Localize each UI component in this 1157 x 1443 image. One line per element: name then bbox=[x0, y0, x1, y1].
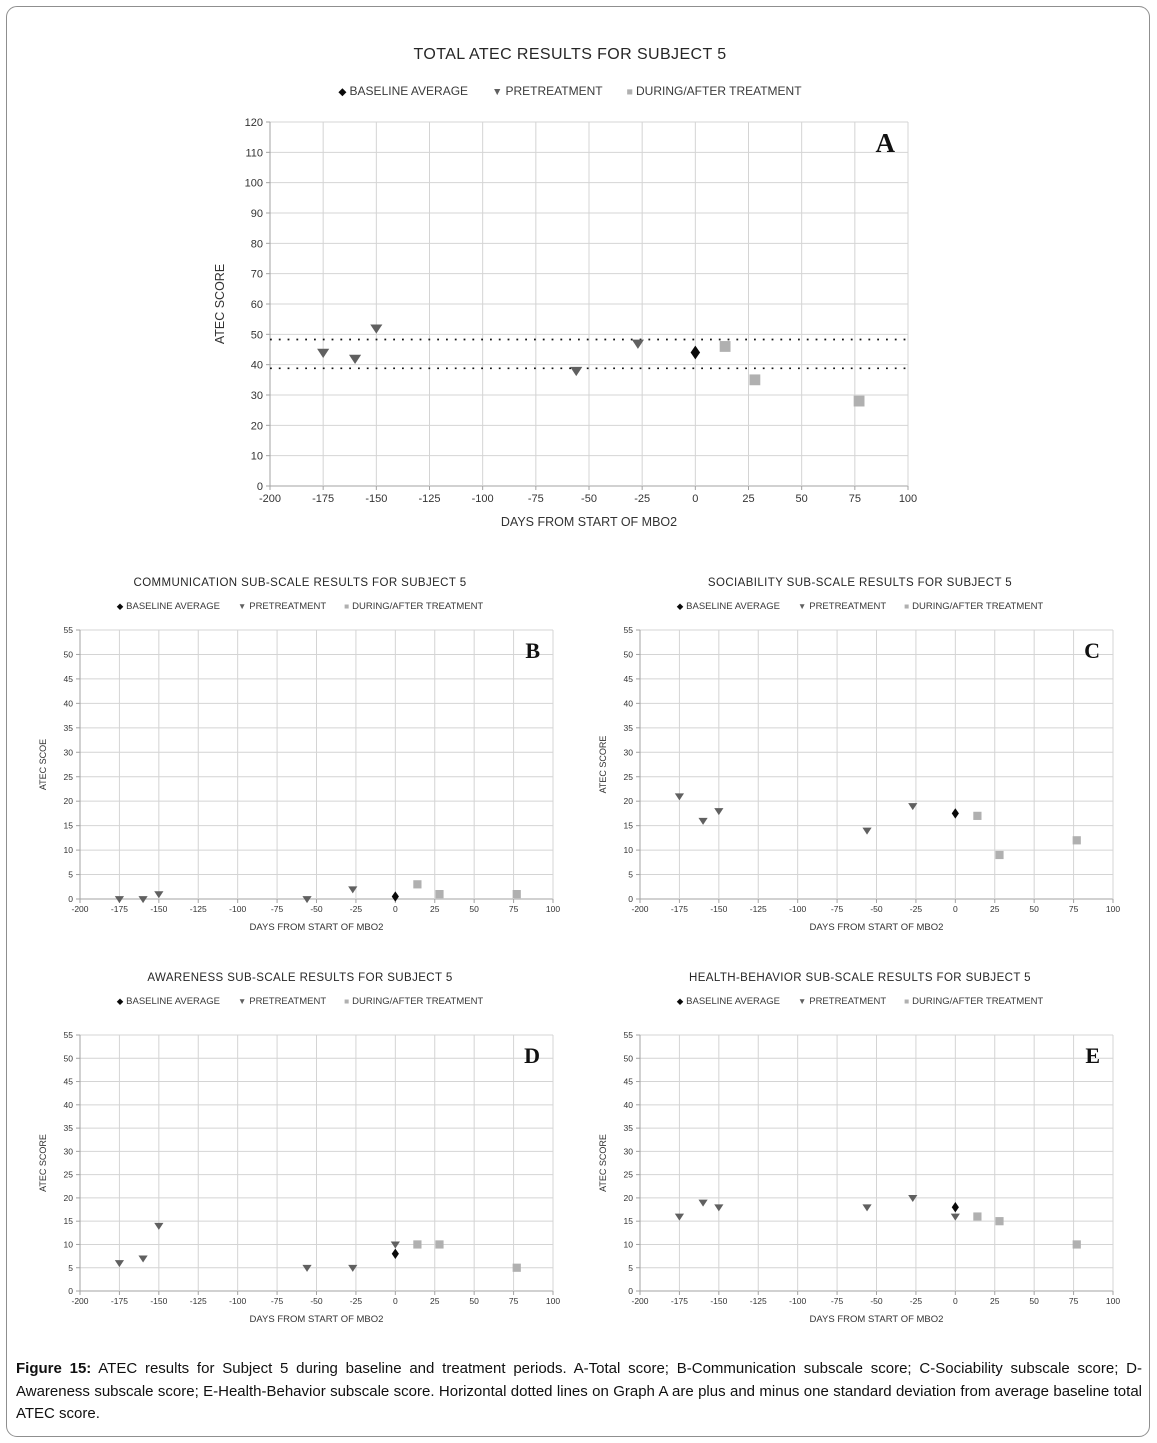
svg-text:ATEC SCORE: ATEC SCORE bbox=[213, 263, 227, 345]
svg-text:5: 5 bbox=[628, 1262, 633, 1273]
chart-d-legend bbox=[20, 996, 580, 1007]
during-marker-icon: ■ bbox=[344, 996, 350, 1006]
svg-text:40: 40 bbox=[63, 1099, 73, 1110]
pretreatment-marker-icon: ▼ bbox=[797, 996, 807, 1006]
svg-text:5: 5 bbox=[628, 869, 633, 880]
svg-text:-125: -125 bbox=[189, 904, 207, 914]
svg-text:DAYS FROM START OF MBO2: DAYS FROM START OF MBO2 bbox=[249, 1314, 384, 1325]
svg-text:0: 0 bbox=[392, 904, 398, 914]
svg-text:20: 20 bbox=[250, 420, 263, 433]
chart-c-plot bbox=[578, 620, 1143, 950]
svg-text:30: 30 bbox=[63, 1146, 73, 1157]
svg-text:-175: -175 bbox=[312, 493, 335, 505]
svg-text:25: 25 bbox=[430, 1296, 440, 1306]
svg-text:45: 45 bbox=[63, 673, 73, 684]
svg-text:C: C bbox=[1084, 638, 1100, 663]
chart-d-title: AWARENESS SUB-SCALE RESULTS FOR SUBJECT 5 bbox=[147, 972, 453, 984]
svg-text:-200: -200 bbox=[71, 904, 89, 914]
svg-text:45: 45 bbox=[623, 673, 633, 684]
figure-caption bbox=[16, 1358, 1142, 1426]
legend-label-during: DURING/AFTER TREATMENT bbox=[352, 996, 484, 1007]
svg-text:100: 100 bbox=[545, 904, 561, 914]
pretreatment-marker-icon: ▼ bbox=[492, 86, 503, 98]
svg-text:-75: -75 bbox=[270, 904, 284, 914]
chart-d-plot bbox=[18, 1025, 583, 1350]
svg-text:-75: -75 bbox=[830, 1296, 844, 1306]
svg-text:100: 100 bbox=[1105, 1296, 1121, 1306]
svg-text:-100: -100 bbox=[789, 904, 807, 914]
svg-text:45: 45 bbox=[623, 1076, 633, 1087]
svg-text:0: 0 bbox=[68, 1286, 73, 1297]
svg-text:-25: -25 bbox=[634, 493, 651, 505]
svg-text:0: 0 bbox=[392, 1296, 398, 1306]
legend-label-pretreatment: PRETREATMENT bbox=[249, 601, 327, 612]
svg-text:50: 50 bbox=[63, 649, 73, 660]
svg-text:ATEC SCORE: ATEC SCORE bbox=[598, 1134, 608, 1192]
svg-text:55: 55 bbox=[63, 625, 73, 636]
svg-text:60: 60 bbox=[250, 298, 263, 311]
svg-text:25: 25 bbox=[63, 771, 73, 782]
baseline-marker-icon: ◆ bbox=[676, 996, 684, 1006]
svg-text:10: 10 bbox=[250, 450, 263, 463]
svg-text:35: 35 bbox=[623, 722, 633, 733]
svg-text:40: 40 bbox=[63, 698, 73, 709]
svg-text:30: 30 bbox=[623, 747, 633, 758]
svg-text:B: B bbox=[525, 638, 540, 663]
baseline-marker-icon: ◆ bbox=[338, 86, 347, 98]
baseline-marker-icon: ◆ bbox=[116, 996, 124, 1006]
svg-text:10: 10 bbox=[623, 1239, 633, 1250]
chart-b-plot bbox=[18, 620, 583, 950]
svg-text:DAYS FROM START OF MBO2: DAYS FROM START OF MBO2 bbox=[809, 922, 944, 933]
chart-e-plot bbox=[578, 1025, 1143, 1350]
legend-item-during bbox=[344, 996, 483, 1007]
svg-text:-25: -25 bbox=[349, 1296, 363, 1306]
legend-item-pretreatment bbox=[798, 996, 886, 1007]
svg-text:15: 15 bbox=[63, 820, 73, 831]
svg-text:30: 30 bbox=[250, 389, 263, 402]
svg-text:0: 0 bbox=[628, 894, 633, 905]
svg-text:75: 75 bbox=[848, 493, 861, 505]
during-marker-icon: ■ bbox=[904, 996, 910, 1006]
svg-text:75: 75 bbox=[508, 1296, 519, 1306]
pretreatment-marker-icon: ▼ bbox=[237, 996, 247, 1006]
svg-text:DAYS FROM START OF MBO2: DAYS FROM START OF MBO2 bbox=[500, 515, 678, 529]
svg-text:50: 50 bbox=[63, 1053, 73, 1064]
svg-text:25: 25 bbox=[990, 1296, 1000, 1306]
svg-text:-200: -200 bbox=[71, 1296, 89, 1306]
svg-text:-25: -25 bbox=[349, 904, 363, 914]
svg-text:25: 25 bbox=[623, 1169, 633, 1180]
svg-text:25: 25 bbox=[430, 904, 440, 914]
svg-text:-200: -200 bbox=[631, 1296, 649, 1306]
svg-text:100: 100 bbox=[244, 177, 263, 190]
svg-text:50: 50 bbox=[1029, 904, 1039, 914]
legend-label-baseline: BASELINE AVERAGE bbox=[686, 601, 780, 612]
svg-text:-150: -150 bbox=[710, 1296, 728, 1306]
pretreatment-marker-icon: ▼ bbox=[797, 601, 807, 611]
during-marker-icon: ■ bbox=[904, 601, 910, 611]
svg-text:-125: -125 bbox=[418, 493, 441, 505]
legend-label-during: DURING/AFTER TREATMENT bbox=[352, 601, 484, 612]
svg-text:25: 25 bbox=[63, 1169, 73, 1180]
svg-text:-100: -100 bbox=[471, 493, 494, 505]
svg-text:45: 45 bbox=[63, 1076, 73, 1087]
legend-item-baseline bbox=[677, 601, 780, 612]
chart-e-title: HEALTH-BEHAVIOR SUB-SCALE RESULTS FOR SUBJECT 5 bbox=[689, 972, 1031, 984]
svg-text:25: 25 bbox=[990, 904, 1000, 914]
legend-label-baseline: BASELINE AVERAGE bbox=[686, 996, 780, 1007]
svg-text:-175: -175 bbox=[110, 1296, 128, 1306]
svg-text:75: 75 bbox=[1068, 904, 1079, 914]
svg-text:-50: -50 bbox=[581, 493, 597, 505]
svg-text:-200: -200 bbox=[258, 493, 282, 505]
legend-label-baseline: BASELINE AVERAGE bbox=[126, 996, 220, 1007]
legend-item-baseline bbox=[117, 996, 220, 1007]
svg-text:DAYS FROM START OF MBO2: DAYS FROM START OF MBO2 bbox=[809, 1314, 944, 1325]
chart-c-legend bbox=[580, 601, 1140, 612]
legend-label-during: DURING/AFTER TREATMENT bbox=[912, 601, 1044, 612]
legend-item-baseline bbox=[117, 601, 220, 612]
baseline-marker-icon: ◆ bbox=[676, 601, 684, 611]
chart-a-plot bbox=[180, 108, 960, 555]
svg-text:50: 50 bbox=[623, 1053, 633, 1064]
svg-text:-50: -50 bbox=[310, 904, 323, 914]
svg-text:DAYS FROM START OF MBO2: DAYS FROM START OF MBO2 bbox=[249, 922, 384, 933]
legend-label-baseline: BASELINE AVERAGE bbox=[126, 601, 220, 612]
legend-label-pretreatment: PRETREATMENT bbox=[809, 601, 887, 612]
svg-text:-50: -50 bbox=[870, 1296, 883, 1306]
svg-text:30: 30 bbox=[63, 747, 73, 758]
during-marker-icon: ■ bbox=[344, 601, 350, 611]
legend-item-pretreatment bbox=[798, 601, 886, 612]
svg-text:15: 15 bbox=[623, 820, 633, 831]
caption-label: Figure 15: bbox=[16, 1360, 92, 1377]
svg-text:100: 100 bbox=[1105, 904, 1121, 914]
svg-text:120: 120 bbox=[244, 116, 263, 129]
legend-item-baseline bbox=[677, 996, 780, 1007]
chart-b-legend bbox=[20, 601, 580, 612]
legend-label-pretreatment: PRETREATMENT bbox=[249, 996, 327, 1007]
svg-text:-50: -50 bbox=[870, 904, 883, 914]
svg-text:ATEC SCORE: ATEC SCORE bbox=[38, 1134, 48, 1192]
legend-label-pretreatment: PRETREATMENT bbox=[505, 84, 603, 98]
svg-text:55: 55 bbox=[63, 1030, 73, 1041]
svg-text:35: 35 bbox=[63, 1123, 73, 1134]
svg-text:5: 5 bbox=[68, 869, 73, 880]
svg-text:10: 10 bbox=[63, 1239, 73, 1250]
svg-text:15: 15 bbox=[623, 1216, 633, 1227]
svg-text:-175: -175 bbox=[670, 1296, 688, 1306]
svg-text:-125: -125 bbox=[749, 1296, 767, 1306]
svg-text:20: 20 bbox=[63, 796, 73, 807]
svg-text:50: 50 bbox=[250, 329, 263, 342]
svg-text:40: 40 bbox=[623, 1099, 633, 1110]
chart-e-legend bbox=[580, 996, 1140, 1007]
chart-a-title: TOTAL ATEC RESULTS FOR SUBJECT 5 bbox=[413, 46, 727, 63]
legend-label-baseline: BASELINE AVERAGE bbox=[349, 84, 469, 98]
legend-item-pretreatment bbox=[238, 601, 326, 612]
legend-item-pretreatment bbox=[238, 996, 326, 1007]
svg-text:15: 15 bbox=[63, 1216, 73, 1227]
chart-a-legend bbox=[180, 84, 960, 98]
legend-item-pretreatment bbox=[492, 84, 603, 98]
legend-label-during: DURING/AFTER TREATMENT bbox=[636, 84, 802, 98]
svg-text:20: 20 bbox=[623, 1192, 633, 1203]
svg-text:-50: -50 bbox=[310, 1296, 323, 1306]
svg-text:ATEC SCOE: ATEC SCOE bbox=[38, 738, 48, 791]
svg-text:75: 75 bbox=[1068, 1296, 1079, 1306]
caption-text: ATEC results for Subject 5 during baseline and treatment periods. A-Total score; B-Communication subscale score; C-Sociability subscale score; D-Awareness subscale score; E-Health-Behavior subscale score. Horizontal dotted lines on Graph A are plus and minus one standard deviation from average baseline total ATEC score. bbox=[16, 1360, 1142, 1422]
svg-text:75: 75 bbox=[508, 904, 519, 914]
chart-c-title: SOCIABILITY SUB-SCALE RESULTS FOR SUBJECT 5 bbox=[707, 577, 1013, 589]
svg-text:ATEC SCORE: ATEC SCORE bbox=[598, 735, 608, 794]
svg-text:50: 50 bbox=[623, 649, 633, 660]
svg-text:A: A bbox=[875, 128, 895, 158]
svg-text:30: 30 bbox=[623, 1146, 633, 1157]
legend-label-pretreatment: PRETREATMENT bbox=[809, 996, 887, 1007]
legend-item-during bbox=[904, 601, 1043, 612]
svg-text:20: 20 bbox=[623, 796, 633, 807]
svg-text:-25: -25 bbox=[909, 904, 923, 914]
svg-text:20: 20 bbox=[63, 1192, 73, 1203]
svg-text:10: 10 bbox=[623, 845, 633, 856]
svg-text:5: 5 bbox=[68, 1262, 73, 1273]
svg-text:E: E bbox=[1085, 1043, 1100, 1068]
svg-text:110: 110 bbox=[245, 147, 263, 160]
legend-item-during bbox=[904, 996, 1043, 1007]
svg-text:0: 0 bbox=[628, 1286, 633, 1297]
svg-text:-150: -150 bbox=[710, 904, 728, 914]
baseline-marker-icon: ◆ bbox=[116, 601, 124, 611]
svg-text:-150: -150 bbox=[150, 1296, 168, 1306]
svg-text:40: 40 bbox=[250, 359, 263, 372]
svg-text:D: D bbox=[524, 1043, 540, 1068]
svg-text:50: 50 bbox=[795, 493, 808, 505]
svg-text:0: 0 bbox=[952, 1296, 958, 1306]
svg-text:-200: -200 bbox=[631, 904, 649, 914]
svg-text:10: 10 bbox=[63, 845, 73, 856]
svg-text:50: 50 bbox=[469, 1296, 479, 1306]
during-marker-icon: ■ bbox=[626, 86, 633, 98]
svg-text:0: 0 bbox=[256, 480, 263, 493]
svg-text:25: 25 bbox=[742, 493, 755, 505]
svg-text:-75: -75 bbox=[830, 904, 844, 914]
svg-text:-25: -25 bbox=[909, 1296, 923, 1306]
svg-text:-150: -150 bbox=[150, 904, 168, 914]
svg-text:70: 70 bbox=[250, 268, 263, 281]
legend-item-baseline bbox=[338, 84, 468, 98]
chart-b-title: COMMUNICATION SUB-SCALE RESULTS FOR SUBJECT 5 bbox=[133, 577, 467, 589]
svg-text:35: 35 bbox=[63, 722, 73, 733]
svg-text:-75: -75 bbox=[270, 1296, 284, 1306]
svg-text:0: 0 bbox=[68, 894, 73, 905]
svg-text:-100: -100 bbox=[229, 904, 247, 914]
svg-text:25: 25 bbox=[623, 771, 633, 782]
legend-label-during: DURING/AFTER TREATMENT bbox=[912, 996, 1044, 1007]
pretreatment-marker-icon: ▼ bbox=[237, 601, 247, 611]
svg-text:55: 55 bbox=[623, 1030, 633, 1041]
legend-item-during bbox=[627, 84, 802, 98]
svg-text:-75: -75 bbox=[527, 493, 544, 505]
svg-text:-100: -100 bbox=[789, 1296, 807, 1306]
svg-text:-100: -100 bbox=[229, 1296, 247, 1306]
svg-text:-175: -175 bbox=[670, 904, 688, 914]
svg-text:-125: -125 bbox=[749, 904, 767, 914]
svg-text:-125: -125 bbox=[189, 1296, 207, 1306]
svg-text:80: 80 bbox=[250, 238, 263, 251]
svg-text:-150: -150 bbox=[365, 493, 388, 505]
svg-text:-175: -175 bbox=[110, 904, 128, 914]
svg-text:50: 50 bbox=[1029, 1296, 1039, 1306]
svg-text:100: 100 bbox=[898, 493, 918, 505]
svg-text:40: 40 bbox=[623, 698, 633, 709]
svg-text:55: 55 bbox=[623, 625, 633, 636]
svg-text:0: 0 bbox=[692, 493, 699, 505]
svg-text:90: 90 bbox=[250, 207, 263, 220]
svg-text:100: 100 bbox=[545, 1296, 561, 1306]
svg-text:0: 0 bbox=[952, 904, 958, 914]
svg-text:50: 50 bbox=[469, 904, 479, 914]
svg-text:35: 35 bbox=[623, 1123, 633, 1134]
legend-item-during bbox=[344, 601, 483, 612]
